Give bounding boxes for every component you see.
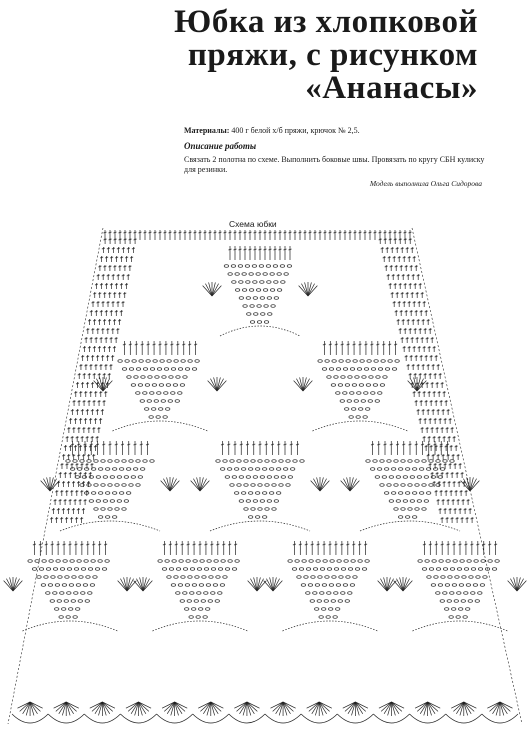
bottom-scallop-border	[12, 702, 518, 723]
author-credit: Модель выполнила Ольга Сидорова	[369, 179, 482, 188]
description-heading: Описание работы	[184, 141, 257, 151]
description-text: Связать 2 полотна по схеме. Выполнить боковые швы. Провязать по кругу СБН кулиску для резинки.	[184, 155, 485, 174]
materials-label: Материалы:	[184, 126, 230, 135]
materials-text: 400 г белой х/б пряжи, крючок № 2,5.	[231, 126, 360, 135]
top-stitch-band	[104, 230, 412, 240]
materials-line	[184, 126, 504, 136]
page-title	[78, 6, 478, 105]
title-line-2: пряжи, с рисунком	[187, 37, 478, 73]
title-line-3: «Ананасы»	[305, 70, 478, 106]
title-line-1: Юбка из хлопковой	[174, 4, 478, 40]
diagram-label: Схема юбки	[229, 219, 277, 229]
chart-left-edge	[8, 228, 103, 724]
crochet-chart	[0, 226, 530, 740]
